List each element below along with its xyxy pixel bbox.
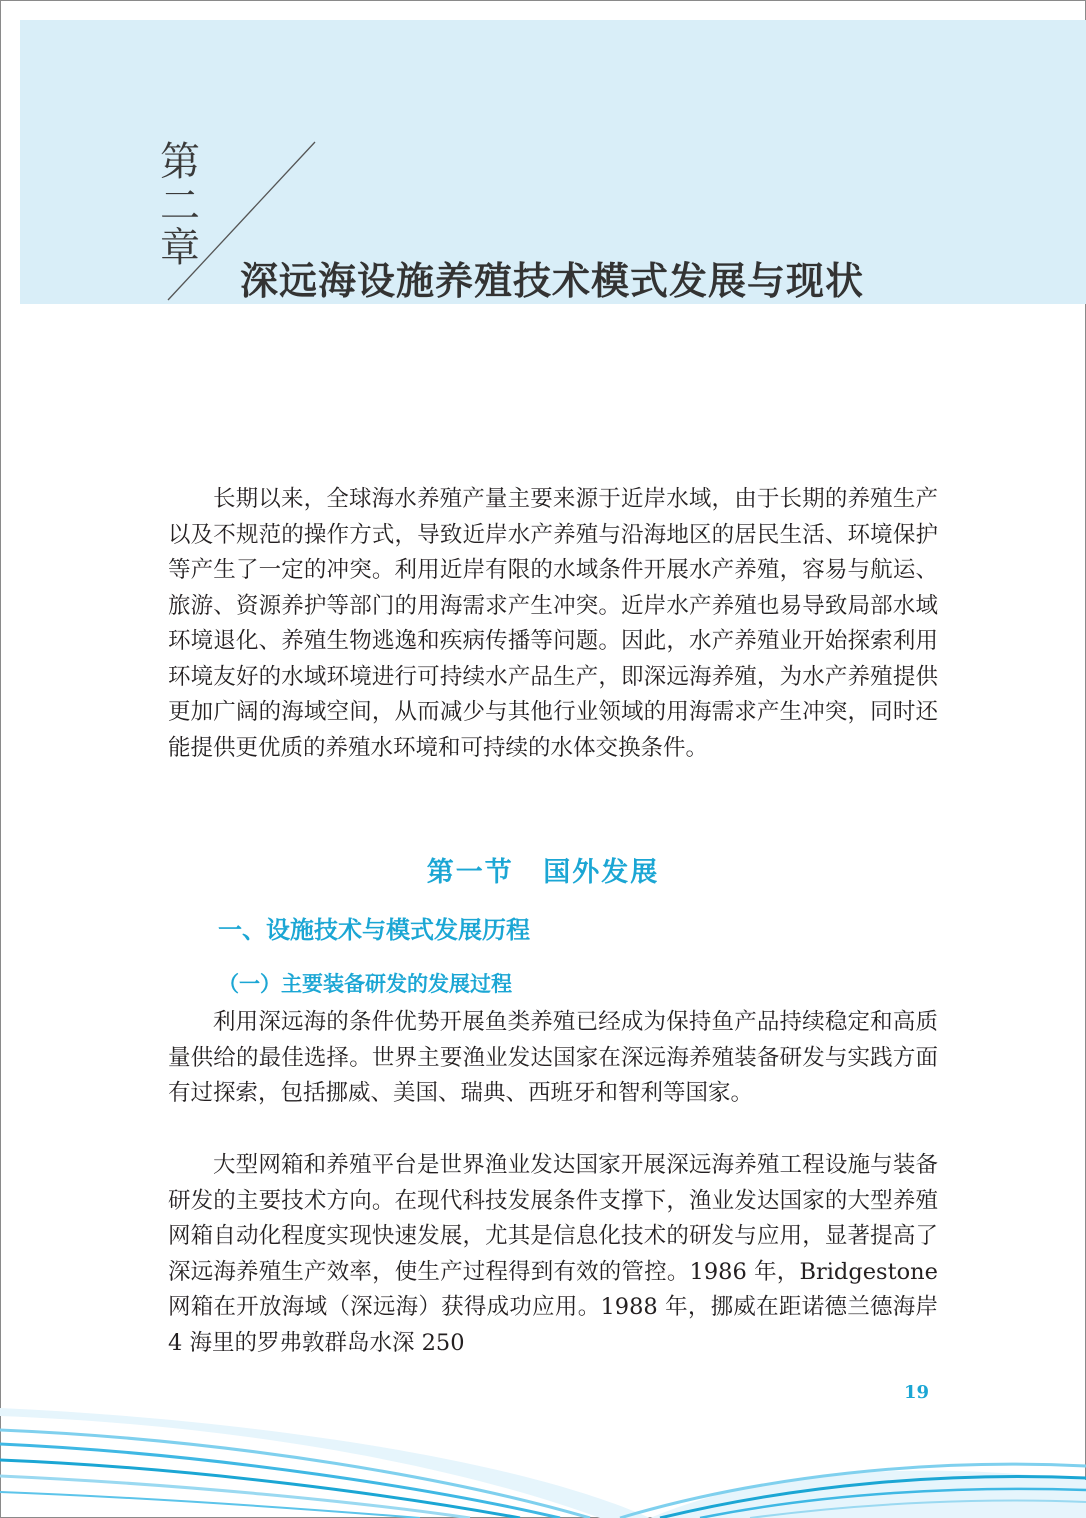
chapter-label-char: 二 [160, 183, 200, 229]
intro-paragraph: 长期以来，全球海水养殖产量主要来源于近岸水域，由于长期的养殖生产以及不规范的操作方式，导致近岸水产养殖与沿海地区的居民生活、环境保护等产生了一定的冲突。利用近岸有限的水域条件开展水产养殖，容易与航运、旅游、资源养护等部门的用海需求产生冲突。近岸水产养殖也易导致局部水域环境退化、养殖生物逃逸和疾病传播等问题。因此，水产养殖业开始探索利用环境友好的水域环境进行可持续水产品生产，即深远海养殖，为水产养殖提供更加广阔的海域空间，从而减少与其他行业领域的用海需求产生冲突，同时还能提供更优质的养殖水环境和可持续的水体交换条件。 [168, 486, 938, 761]
section-heading: 第一节 国外发展 [426, 857, 660, 888]
body-paragraph: 大型网箱和养殖平台是世界渔业发达国家开展深远海养殖工程设施与装备研发的主要技术方向。在现代科技发展条件支撑下，渔业发达国家的大型养殖网箱自动化程度实现快速发展，尤其是信息化技术的研发与应用，显著提高了深远海养殖生产效率，使生产过程得到有效的管控。1986 年，Bridgestone 网箱在开放海域（深远海）获得成功应用。1988 年，挪威在距诺德兰德海岸 4 海里的罗弗敦群岛水深 250 [168, 1152, 938, 1356]
body-paragraph: 利用深远海的条件优势开展鱼类养殖已经成为保持鱼产品持续稳定和高质量供给的最佳选择。世界主要渔业发达国家在深远海养殖装备研发与实践方面有过探索，包括挪威、美国、瑞典、西班牙和智利等国家。 [168, 1009, 938, 1106]
page-number: 19 [904, 1382, 930, 1403]
subsubsection-heading: （一）主要装备研发的发展过程 [218, 972, 512, 996]
chapter-title: 深远海设施养殖技术模式发展与现状 [240, 259, 865, 303]
subsection-heading: 一、设施技术与模式发展历程 [218, 916, 530, 944]
footer-wave-decoration [0, 1380, 1086, 1518]
chapter-label-char: 第 [160, 139, 200, 185]
chapter-label-char: 章 [160, 225, 200, 271]
